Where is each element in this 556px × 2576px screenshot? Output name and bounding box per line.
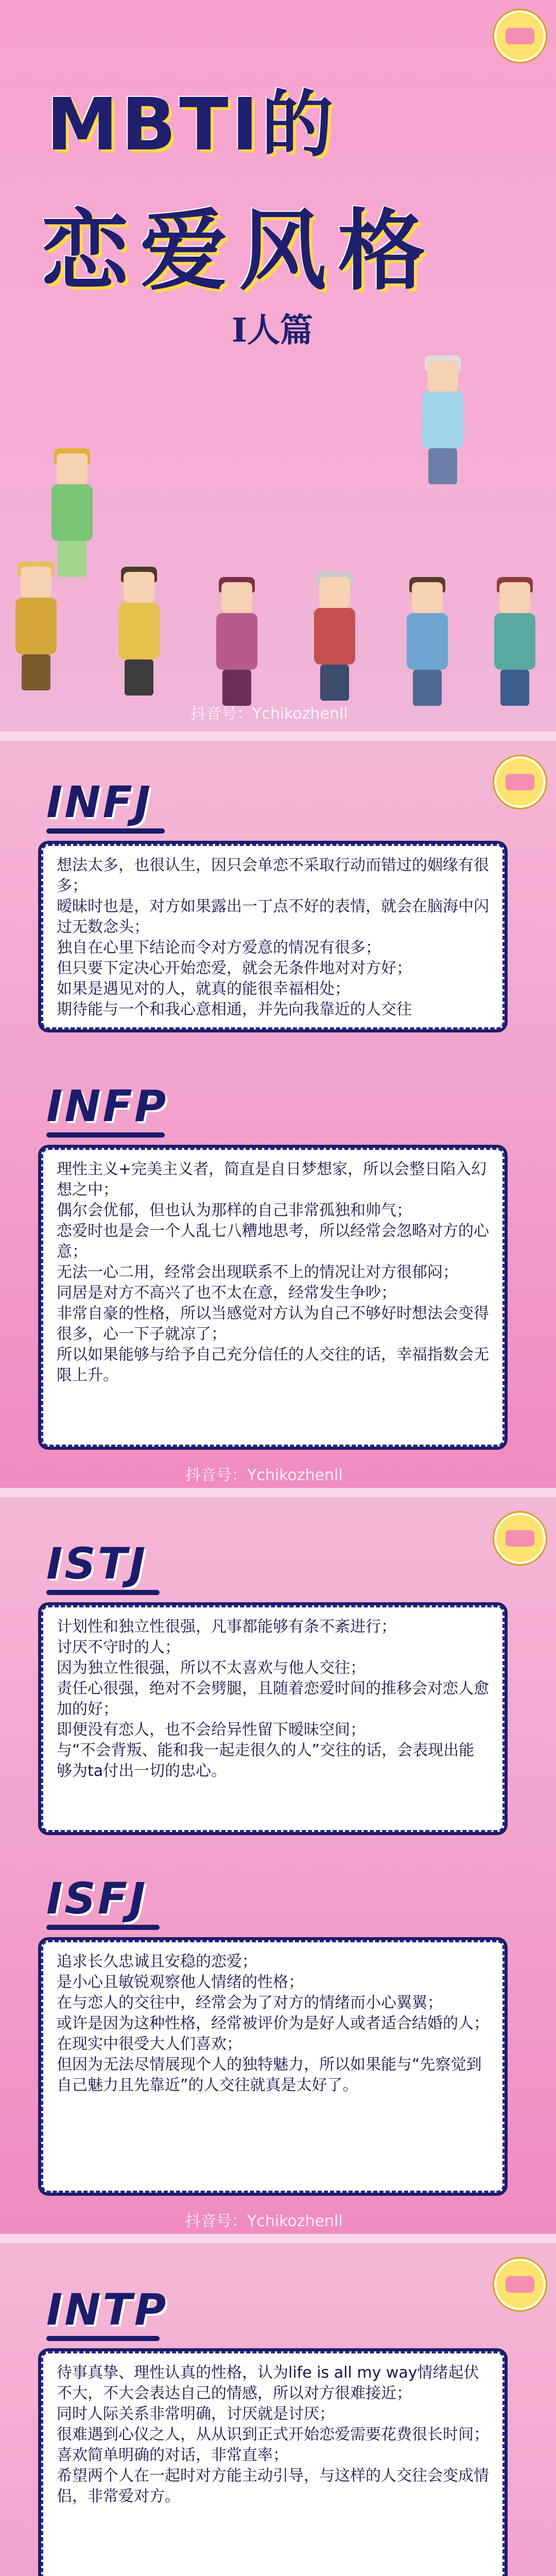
divider — [0, 2234, 556, 2243]
panel-1 — [0, 741, 556, 1488]
card-line: 所以如果能够与给予自己充分信任的人交往的话，幸福指数会无限上升。 — [57, 1346, 489, 1384]
panel-2 — [0, 1497, 556, 2234]
type-heading-isfj: ISFJ — [46, 1873, 148, 1924]
card-line: 但只要下定决心开始恋爱，就会无条件地对对方好； — [57, 959, 412, 977]
card-infp — [41, 1148, 505, 1447]
divider — [0, 732, 556, 741]
character-figure-icon — [396, 582, 458, 716]
character-figure-icon — [206, 582, 268, 716]
card-line: 很难遇到心仪之人，从从识到正式开始恋爱需要花费很长时间； — [57, 2426, 489, 2444]
watermark: 抖音号：Ychikozhenll — [185, 1466, 343, 1484]
card-line: 责任心很强，绝对不会劈腿，且随着恋爱时间的推移会对恋人愈加的好； — [57, 1680, 489, 1718]
card-isfj — [41, 1940, 505, 2193]
cake-logo-icon — [494, 10, 546, 62]
watermark: 抖音号：Ychikozhenll — [185, 2212, 343, 2230]
card-line: 与“不会背叛、能和我一起走很久的人”交往的话，会表现出能够为ta付出一切的忠心。 — [57, 1741, 475, 1780]
type-heading-istj: ISTJ — [46, 1538, 148, 1589]
card-istj — [41, 1605, 505, 1832]
type-heading-infj: INFJ — [46, 777, 153, 827]
heading-underline — [46, 2336, 160, 2341]
card-line: 偶尔会优郁，但也认为那样的自己非常孤独和帅气； — [57, 1201, 412, 1219]
card-line: 即便没有恋人，也不会给异性留下暧昧空间； — [57, 1721, 366, 1739]
card-line: 因为独立性很强，所以不太喜欢与他人交往； — [57, 1659, 366, 1677]
heading-underline — [46, 1590, 160, 1595]
cake-logo-icon — [494, 1513, 546, 1564]
type-heading-intp: INTP — [46, 2284, 168, 2335]
card-infj — [41, 844, 505, 1029]
card-line: 恋爱时也是会一个人乱七八糟地思考，所以经常会忽略对方的心意； — [57, 1222, 489, 1261]
character-figure-icon — [108, 572, 170, 706]
heading-underline — [46, 1925, 160, 1930]
card-line: 喜欢简单明确的对话，非常直率； — [57, 2446, 288, 2464]
card-line: 是小心且敏锐观察他人情绪的性格； — [57, 1973, 304, 1991]
watermark: 抖音号：Ychikozhenll — [190, 705, 348, 723]
page-title-line2: 恋爱风格 — [41, 200, 437, 302]
card-line: 无法一心二用，经常会出现联系不上的情况让对方很郁闷； — [57, 1263, 458, 1281]
header — [0, 0, 556, 732]
cake-logo-icon — [494, 756, 546, 808]
card-line: 或许是因为这种性格，经常被评价为是好人或者适合结婚的人； — [57, 2014, 489, 2032]
card-line: 期待能与一个和我心意相通，并先向我靠近的人交往 — [57, 1001, 412, 1019]
character-figure-icon — [5, 567, 67, 701]
card-line: 希望两个人在一起时对方能主动引导，与这样的人交往会变成情侣，非常爱对方。 — [57, 2467, 489, 2505]
character-figure-icon — [304, 577, 366, 711]
card-line: 待事真挚、理性认真的性格，认为life is all my way情绪起伏不大，不大会表达自己的情感，所以对方很难接近； — [57, 2364, 479, 2402]
card-line: 讨厌不守时的人； — [57, 1638, 180, 1656]
card-line: 同时人际关系非常明确，讨厌就是讨厌； — [57, 2405, 335, 2423]
type-heading-infp: INFP — [46, 1081, 168, 1131]
card-line: 暧昧时也是，对方如果露出一丁点不好的表情，就会在脑海中闪过无数念头； — [57, 897, 489, 936]
card-line: 想法太多，也很认生，因只会单恋不采取行动而错过的姻缘有很多； — [57, 856, 489, 895]
cake-logo-icon — [494, 2259, 546, 2310]
card-intp — [41, 2351, 505, 2576]
character-figure-icon — [484, 582, 546, 716]
divider — [0, 1488, 556, 1497]
card-line: 计划性和独立性很强，凡事都能够有条不紊进行； — [57, 1618, 396, 1636]
panel-3 — [0, 2243, 556, 2576]
card-line: 非常自豪的性格，所以当感觉对方认为自己不够好时想法会变得很多，心一下子就凉了； — [57, 1304, 489, 1343]
card-line: 在与恋人的交往中，经常会为了对方的情绪而小心翼翼； — [57, 1994, 443, 2012]
card-line: 但因为无法尽情展现个人的独特魅力，所以如果能与“先察觉到自己魅力且先靠近”的人交往就真是太好了。 — [57, 2056, 482, 2094]
page-subtitle: I人篇 — [232, 311, 313, 350]
heading-underline — [46, 828, 165, 834]
heading-underline — [46, 1132, 165, 1138]
card-line: 独自在心里下结论而令对方爱意的情况有很多； — [57, 939, 381, 957]
character-figure-icon — [412, 361, 474, 495]
card-line: 在现实中很受大人们喜欢； — [57, 2035, 242, 2053]
card-line: 如果是遇见对的人，就真的能很幸福相处； — [57, 980, 350, 998]
card-line: 追求长久忠诚且安稳的恋爱； — [57, 1953, 257, 1971]
card-line: 理性主义+完美主义者，简直是自日梦想家，所以会整日陷入幻想之中； — [57, 1160, 487, 1199]
card-line: 同居是对方不高兴了也不太在意，经常发生争吵； — [57, 1284, 396, 1302]
page-title: MBTI的 — [46, 83, 337, 167]
